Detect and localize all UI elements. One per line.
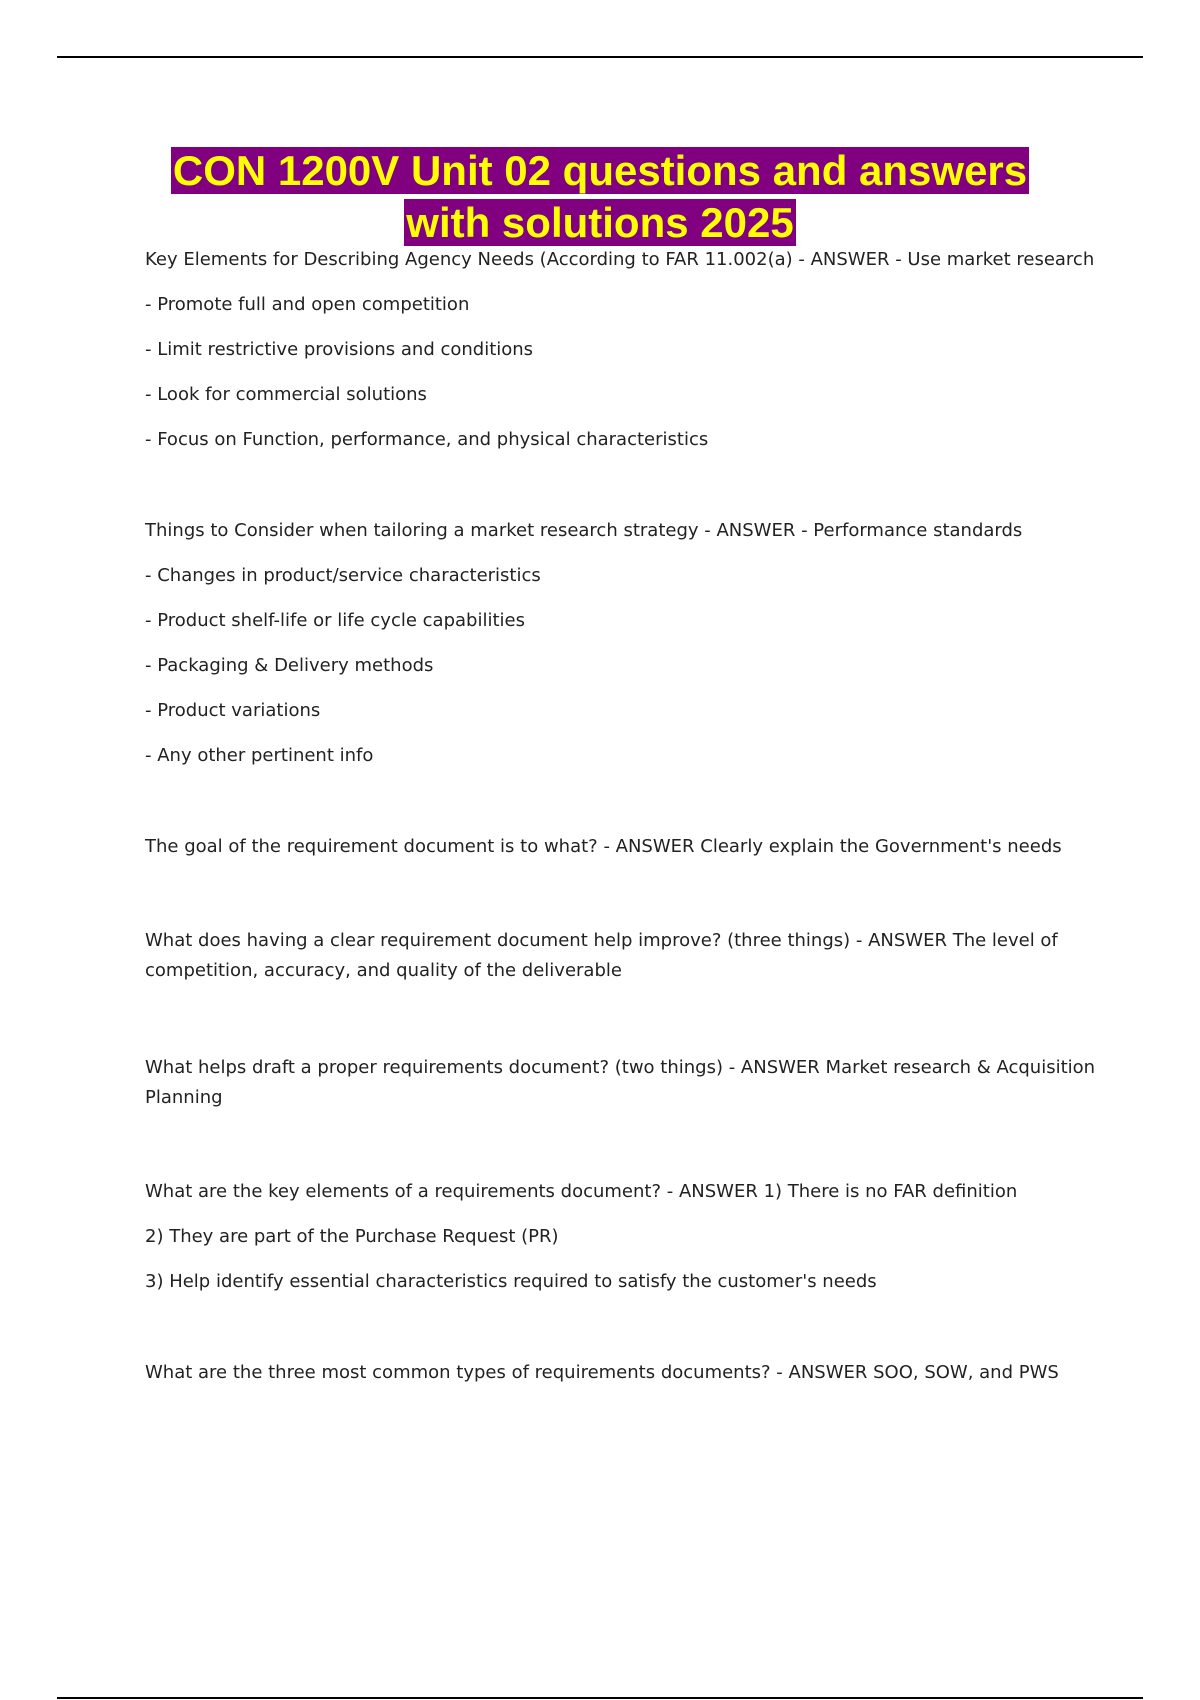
list-item: - Limit restrictive provisions and conditions	[145, 339, 534, 360]
document-title	[100, 145, 1100, 249]
qa-block-4	[145, 926, 1105, 986]
list-item: - Product shelf-life or life cycle capabilities	[145, 610, 525, 631]
question-answer: What does having a clear requirement document help improve? (three things) - ANSWER The level of competition, accuracy, and quality of the deliverable	[145, 930, 1058, 981]
question-answer: Things to Consider when tailoring a market research strategy - ANSWER - Performance standards	[145, 520, 1023, 541]
question-answer: What are the three most common types of requirements documents? - ANSWER SOO, SOW, and PWS	[145, 1362, 1059, 1383]
bottom-rule	[57, 1697, 1143, 1699]
list-item: - Promote full and open competition	[145, 294, 470, 315]
list-item: - Changes in product/service characteristics	[145, 565, 541, 586]
list-item: - Focus on Function, performance, and physical characteristics	[145, 429, 709, 450]
list-item: - Any other pertinent info	[145, 745, 374, 766]
list-item: - Look for commercial solutions	[145, 384, 427, 405]
qa-content	[145, 248, 1105, 1406]
title-line-2: with solutions 2025	[406, 199, 794, 246]
top-rule	[57, 56, 1143, 58]
qa-block-7	[145, 1361, 1105, 1385]
question-answer: Key Elements for Describing Agency Needs (According to FAR 11.002(a) - ANSWER - Use market research	[145, 249, 1095, 270]
qa-block-6	[145, 1180, 1105, 1294]
qa-block-2	[145, 519, 1105, 768]
list-item: 2) They are part of the Purchase Request (PR)	[145, 1226, 559, 1247]
list-item: 3) Help identify essential characteristics required to satisfy the customer's needs	[145, 1271, 877, 1292]
question-answer: What helps draft a proper requirements document? (two things) - ANSWER Market research & Acquisition Planning	[145, 1057, 1096, 1108]
qa-block-5	[145, 1053, 1105, 1113]
list-item: - Product variations	[145, 700, 321, 721]
title-line-1: CON 1200V Unit 02 questions and answers	[172, 147, 1028, 194]
question-answer: What are the key elements of a requirements document? - ANSWER 1) There is no FAR definition	[145, 1181, 1018, 1202]
qa-block-1	[145, 248, 1105, 452]
list-item: - Packaging & Delivery methods	[145, 655, 434, 676]
qa-block-3	[145, 835, 1105, 859]
question-answer: The goal of the requirement document is to what? - ANSWER Clearly explain the Government's needs	[145, 836, 1062, 857]
